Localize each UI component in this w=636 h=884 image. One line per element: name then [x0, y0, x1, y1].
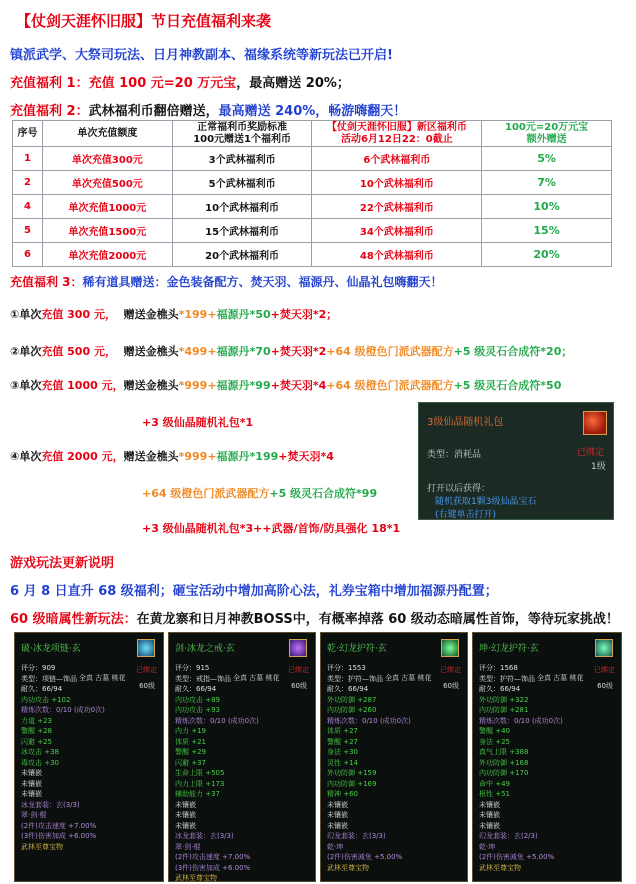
gift-2-h: +5 级灵石合成符*20； — [453, 345, 573, 358]
header-bonus-line2: 额外赠送 — [526, 133, 567, 145]
tooltip-reward: 随机获取1颗3级仙晶宝石 — [435, 497, 537, 507]
equipment-stat-line: 力道 +23 — [21, 716, 52, 725]
equipment-stat-line: 幻龙套装：玄(2/3) — [479, 832, 538, 840]
equipment-stat-line: 身法 +30 — [327, 748, 358, 756]
equipment-stat-line: 精炼次数：0/10 (成功0次) — [21, 706, 105, 714]
table-row — [13, 171, 612, 195]
gift-1-d: *199+ — [178, 308, 217, 321]
gift-4-c: 赠送金樵头 — [123, 450, 179, 463]
equipment-stat-line: 内功防御 +260 — [327, 706, 377, 714]
equipment-stat-line: 评分：1553 — [327, 664, 366, 672]
header-amount: 单次充值额度 — [42, 121, 172, 147]
equipment-stat-line: 内功攻击 +89 — [175, 695, 220, 704]
welfare-3-suffix: 稀有道具赠送：金色装备配方、焚天羽、福源丹、仙晶礼包嗨翻天！ — [82, 275, 443, 289]
equipment-stat-line: 灵性 +14 — [327, 758, 358, 767]
equipment-card-3 — [320, 632, 468, 882]
header-standard — [172, 121, 312, 147]
update-line-2 — [10, 608, 619, 627]
gem-slot: 未镶嵌 — [175, 811, 196, 819]
equipment-name: 坤·幻龙护符·玄 — [479, 644, 539, 654]
row-standard: 20个武林福利币 — [172, 243, 312, 267]
row-no: 5 — [13, 219, 43, 243]
tooltip-type: 类型：消耗品 — [427, 450, 482, 460]
row-standard: 3个武林福利币 — [172, 147, 312, 171]
equipment-stat-line: 外功防御 +168 — [479, 758, 529, 767]
gift-option-4-line-2 — [142, 485, 377, 501]
gift-1-f: +焚天羽*2； — [270, 308, 338, 321]
equipment-stat-line: 耐久：66/94 — [479, 685, 521, 693]
equipment-stat-line: 外功防御 +322 — [479, 695, 529, 704]
equipment-stat-line: 警醒 +40 — [479, 727, 510, 735]
equipment-stat-line: 内力 +19 — [175, 727, 206, 735]
table-row — [13, 147, 612, 171]
equipment-stat-line: (3件)伤害加成 +6.00% — [175, 863, 251, 872]
gift-4-g: +64 级橙色门派武器配方 — [142, 487, 270, 500]
update-line-2-prefix: 60 级暗属性新玩法： — [10, 612, 137, 627]
equipment-stat-line: 冰龙套装：玄(3/3) — [175, 832, 234, 840]
equipment-stat-line: 内功防御 +281 — [479, 706, 529, 714]
equipment-name: 乾·幻龙护符·玄 — [327, 644, 387, 654]
gift-4-f: +焚天羽*4 — [278, 450, 334, 463]
equipment-schools: 全真 古墓 桃花 — [79, 674, 126, 682]
update-line-1: 6 月 8 日直升 68 级福利；砸宝活动中增加高阶心法，礼券宝箱中增加福源丹配置； — [10, 584, 498, 599]
equipment-stat-line: 警醒 +29 — [175, 748, 206, 756]
row-no: 2 — [13, 171, 43, 195]
equipment-bind-status: 已绑定 — [594, 666, 615, 674]
table-header-row — [13, 121, 612, 147]
gift-3-e: 福源丹*99 — [216, 379, 271, 392]
equipment-stat-line: 外功防御 +287 — [327, 695, 377, 704]
equipment-stat-line: 精炼次数：0/10 (成功0次) — [479, 716, 563, 725]
equipment-schools: 全真 古墓 桃花 — [537, 674, 584, 682]
equipment-stat-line: 武林至尊宝物 — [479, 863, 521, 872]
gift-2-b: 充值 500 元， — [41, 345, 116, 358]
necklace-icon — [137, 639, 155, 657]
gem-slot: 未镶嵌 — [175, 821, 196, 830]
gift-2-g: +64 级橙色门派武器配方 — [326, 345, 454, 358]
equipment-stat-line: 耐久：66/94 — [175, 685, 217, 693]
amulet-icon — [595, 639, 613, 657]
welfare-3-prefix: 充值福利 3： — [10, 275, 83, 289]
row-no: 6 — [13, 243, 43, 267]
equipment-name: 破·冰龙项链·玄 — [21, 644, 81, 654]
header-standard-line1: 正常福利币奖励标准 — [197, 121, 288, 133]
row-amount: 单次充值1000元 — [42, 195, 172, 219]
header-new-server — [312, 121, 482, 147]
equipment-stat-line: 类型：护符—饰品 — [327, 674, 383, 683]
new-features-line: 镇派武学、大祭司玩法、日月神教副本、福缘系统等新玩法已开启! — [10, 48, 393, 63]
row-new: 6个武林福利币 — [312, 147, 482, 171]
equipment-stat-line: 耐久：66/94 — [327, 685, 369, 693]
header-bonus — [482, 121, 612, 147]
tooltip-bind-status: 已绑定 — [577, 448, 605, 458]
row-amount: 单次充值500元 — [42, 171, 172, 195]
tooltip-item-name: 3级仙晶随机礼包 — [427, 417, 504, 428]
gift-2-d: *499+ — [178, 345, 217, 358]
gift-4-d: *999+ — [178, 450, 217, 463]
gift-4-j: +武器/首饰/防具强化 18*1 — [262, 522, 401, 535]
gift-3-d: *999+ — [178, 379, 217, 392]
row-no: 4 — [13, 195, 43, 219]
item-tooltip — [418, 402, 614, 520]
gem-slot: 未镶嵌 — [327, 811, 348, 819]
gem-slot: 未镶嵌 — [21, 790, 42, 798]
gift-3-c: 赠送金樵头 — [123, 379, 179, 392]
gift-3-f: +焚天羽*4 — [270, 379, 327, 392]
equipment-stat-line: 精神 +60 — [327, 790, 358, 798]
welfare-1-suffix: ，最高赠送 20%； — [236, 76, 350, 91]
welfare-1-rate: 充值 100 元=20 万元宝 — [88, 76, 237, 91]
equipment-schools: 全真 古墓 桃花 — [233, 674, 280, 682]
equipment-stat-line: 内功防御 +169 — [327, 779, 377, 788]
equipment-stat-line: 身法 +25 — [479, 737, 510, 746]
tooltip-right-click-hint: (右键单击打开) — [435, 510, 497, 520]
row-standard: 15个武林福利币 — [172, 219, 312, 243]
equipment-stat-line: 精炼次数：0/10 (成功0次) — [327, 716, 411, 725]
gift-4-i: +3 级仙晶随机礼包*3+ — [142, 522, 263, 535]
gem-slot: 未镶嵌 — [21, 769, 42, 777]
equipment-stat-line: 体质 +27 — [327, 727, 358, 735]
equipment-stat-line: 警醒 +27 — [327, 737, 358, 746]
equipment-stat-line: 命中 +49 — [479, 779, 510, 788]
equipment-stat-line: 内功攻击 +102 — [21, 695, 71, 704]
equipment-stat-line: 生命上限 +505 — [175, 769, 225, 777]
gift-option-3 — [10, 377, 561, 393]
gift-option-1 — [10, 306, 337, 322]
equipment-stat-line: 闪避 +25 — [21, 737, 52, 746]
equipment-stat-line: 类型：护符—饰品 — [479, 674, 535, 683]
equipment-stat-line: 幻龙套装：玄(3/3) — [327, 832, 386, 840]
row-new: 34个武林福利币 — [312, 219, 482, 243]
equipment-stat-line: 内力上限 +173 — [175, 779, 225, 788]
welfare-2-prefix: 充值福利 2： — [10, 104, 89, 119]
equipment-level: 60级 — [291, 682, 307, 690]
equipment-stat-line: 内功攻击 +93 — [175, 706, 220, 714]
equipment-stat-line: 冰攻击 +38 — [21, 748, 59, 756]
page-title: 【仗剑天涯怀旧服】节日充值福利来袭 — [16, 12, 272, 30]
equipment-bind-status: 已绑定 — [440, 666, 461, 674]
welfare-2-mid: 武林福利币翻倍赠送， — [88, 104, 219, 119]
equipment-stat-line: 评分：915 — [175, 664, 210, 672]
gift-4-a: ④单次 — [10, 450, 42, 463]
gift-3-b: 充值 1000 元， — [41, 379, 124, 392]
gem-slot: 未镶嵌 — [21, 779, 42, 788]
equipment-stat-line: 武林至尊宝物 — [327, 863, 369, 872]
gem-slot: 未镶嵌 — [479, 811, 500, 819]
welfare-table — [12, 120, 612, 267]
row-new: 48个武林福利币 — [312, 243, 482, 267]
update-line-2-suffix: 在黄龙寨和日月神教BOSS中，有概率掉落 60 级动态暗属性首饰，等待玩家挑战！ — [136, 612, 619, 627]
row-bonus: 7% — [482, 171, 612, 195]
header-new-line2: 活动6月12日22：0截止 — [340, 133, 453, 145]
equipment-stat-line: 精炼次数：0/10 (成功0次) — [175, 716, 259, 725]
row-no: 1 — [13, 147, 43, 171]
equipment-stat-line: (2件)攻击速度 +7.00% — [21, 821, 97, 830]
row-standard: 5个武林福利币 — [172, 171, 312, 195]
gift-2-c: 赠送金樵头 — [123, 345, 179, 358]
equipment-bind-status: 已绑定 — [288, 666, 309, 674]
equipment-stat-line: 体质 +21 — [175, 737, 206, 746]
gift-1-a: ①单次 — [10, 308, 42, 321]
update-heading: 游戏玩法更新说明 — [10, 556, 115, 571]
equipment-stat-line: 耐久：66/94 — [21, 685, 63, 693]
equipment-name: 剑·冰龙之戒·玄 — [175, 644, 235, 654]
ring-icon — [289, 639, 307, 657]
welfare-2-line — [10, 100, 406, 119]
welfare-3-line — [10, 273, 443, 290]
header-no: 序号 — [13, 121, 43, 147]
row-bonus: 15% — [482, 219, 612, 243]
equipment-stat-line: 评分：1568 — [479, 664, 518, 672]
equipment-stat-line: 评分：909 — [21, 664, 56, 672]
row-bonus: 5% — [482, 147, 612, 171]
equipment-stat-line: (2件)攻击速度 +7.00% — [175, 853, 251, 861]
equipment-stat-line: 乾·坤 — [479, 842, 496, 851]
equipment-stat-line: (2件)伤害减免 +5.00% — [327, 853, 403, 861]
equipment-stat-line: (3件)伤害加成 +6.00% — [21, 832, 97, 840]
equipment-level: 60级 — [597, 682, 613, 690]
row-amount: 单次充值2000元 — [42, 243, 172, 267]
row-new: 10个武林福利币 — [312, 171, 482, 195]
equipment-stat-line: 外功防御 +159 — [327, 769, 377, 777]
gem-slot: 未镶嵌 — [479, 821, 500, 830]
equipment-card-2 — [168, 632, 316, 882]
gift-4-h: +5 级灵石合成符*99 — [269, 487, 378, 500]
equipment-card-4 — [472, 632, 622, 882]
table-row — [13, 243, 612, 267]
equipment-stat-line: 辅助能力 +37 — [175, 790, 220, 798]
row-bonus: 10% — [482, 195, 612, 219]
gift-option-4-line-3 — [142, 520, 400, 536]
welfare-1-prefix: 充值福利 1： — [10, 76, 89, 91]
gem-slot: 未镶嵌 — [479, 800, 500, 809]
header-new-line1: 【仗剑天涯怀旧服】新区福利币 — [326, 121, 467, 133]
welfare-2-suffix: 最高赠送 240%，畅游嗨翻天！ — [218, 104, 407, 119]
gem-slot: 未镶嵌 — [175, 800, 196, 809]
table-row — [13, 195, 612, 219]
gift-box-icon — [583, 411, 607, 435]
gift-option-2 — [10, 343, 572, 359]
header-bonus-line1: 100元=20万元宝 — [505, 121, 589, 133]
gift-3-h: +5 级灵石合成符*50 — [453, 379, 562, 392]
equipment-stat-line: 武林至尊宝物 — [21, 842, 63, 851]
row-new: 22个武林福利币 — [312, 195, 482, 219]
gem-slot: 未镶嵌 — [327, 821, 348, 830]
equipment-stat-line: 翠·剑·棍 — [21, 811, 47, 819]
equipment-level: 60级 — [443, 682, 459, 690]
row-amount: 单次充值1500元 — [42, 219, 172, 243]
gift-3-a: ③单次 — [10, 379, 42, 392]
equipment-stat-line: 冰龙套装：玄(3/3) — [21, 800, 80, 809]
equipment-stat-line: 闪避 +37 — [175, 758, 206, 767]
equipment-stat-line: 类型：项链—饰品 — [21, 674, 77, 683]
gift-3-g: +64 级橙色门派武器配方 — [326, 379, 454, 392]
gift-1-c: 赠送金樵头 — [123, 308, 179, 321]
tooltip-open-note: 打开以后获得： — [427, 484, 491, 494]
gift-2-a: ②单次 — [10, 345, 42, 358]
equipment-stat-line: 警醒 +28 — [21, 727, 52, 735]
gift-4-b: 充值 2000 元， — [41, 450, 124, 463]
gift-option-4 — [10, 448, 334, 464]
equipment-stat-line: 乾·坤 — [327, 842, 344, 851]
gift-4-e: 福源丹*199 — [216, 450, 279, 463]
gift-1-b: 充值 300 元， — [41, 308, 116, 321]
row-amount: 单次充值300元 — [42, 147, 172, 171]
equipment-stat-line: (2件)伤害减免 +5.00% — [479, 853, 555, 861]
equipment-schools: 全真 古墓 桃花 — [385, 674, 432, 682]
equipment-card-1 — [14, 632, 164, 882]
row-standard: 10个武林福利币 — [172, 195, 312, 219]
gem-slot: 未镶嵌 — [327, 800, 348, 809]
equipment-level: 60级 — [139, 682, 155, 690]
equipment-bind-status: 已绑定 — [136, 666, 157, 674]
table-row — [13, 219, 612, 243]
row-bonus: 20% — [482, 243, 612, 267]
tooltip-level: 1级 — [591, 462, 606, 472]
equipment-stat-line: 翠·剑·棍 — [175, 842, 201, 851]
amulet-icon — [441, 639, 459, 657]
equipment-stat-line: 毒攻击 +30 — [21, 758, 59, 767]
equipment-stat-line: 内功防御 +170 — [479, 769, 529, 777]
equipment-stat-line: 真气上限 +388 — [479, 748, 529, 756]
equipment-stat-line: 武林至尊宝物 — [175, 874, 217, 882]
equipment-stat-line: 根性 +51 — [479, 790, 510, 798]
header-standard-line2: 100元赠送1个福利币 — [193, 133, 292, 145]
equipment-stat-line: 类型：戒指—饰品 — [175, 674, 231, 683]
gift-3-i: +3 级仙晶随机礼包*1 — [142, 416, 254, 429]
welfare-1-line — [10, 72, 350, 91]
gift-1-e: 福源丹*50 — [216, 308, 271, 321]
gift-2-e: 福源丹*70 — [216, 345, 271, 358]
gift-2-f: +焚天羽*2 — [270, 345, 327, 358]
